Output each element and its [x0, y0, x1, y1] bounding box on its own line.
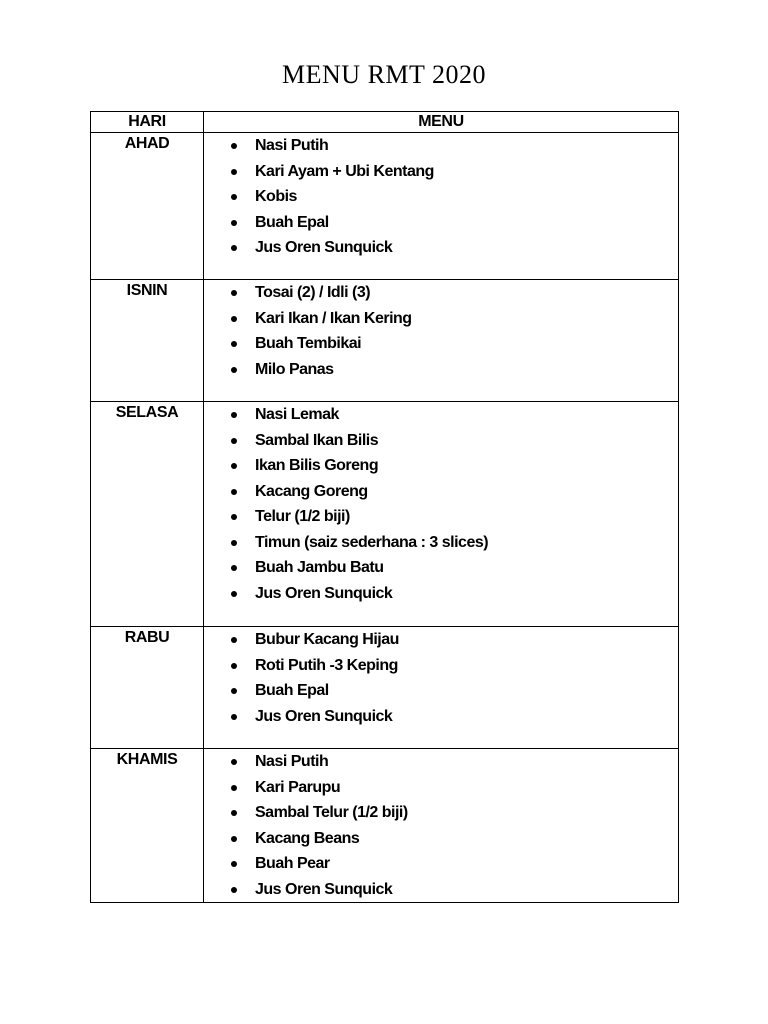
menu-item-list	[204, 133, 678, 261]
bullet-icon	[231, 887, 237, 893]
menu-item	[204, 775, 678, 801]
menu-item	[204, 210, 678, 236]
menu-item-label: Kacang Beans	[255, 829, 360, 847]
bullet-icon	[231, 169, 237, 175]
bullet-icon	[231, 194, 237, 200]
menu-item-label: Jus Oren Sunquick	[255, 880, 393, 898]
bullet-icon	[231, 663, 237, 669]
menu-item	[204, 479, 678, 505]
menu-item	[204, 530, 678, 556]
menu-item-label: Bubur Kacang Hijau	[255, 631, 399, 648]
menu-item-label: Kari Ayam + Ubi Kentang	[255, 162, 434, 180]
table-row-selasa	[91, 402, 679, 627]
menu-item	[204, 235, 678, 261]
menu-item	[204, 555, 678, 581]
menu-item	[204, 581, 678, 607]
bullet-icon	[231, 463, 237, 469]
bullet-icon	[231, 565, 237, 571]
menu-item	[204, 306, 678, 332]
table-header-row	[91, 112, 679, 133]
menu-item-label: Roti Putih -3 Keping	[255, 656, 398, 674]
menu-item-label: Kobis	[255, 188, 297, 205]
menu-item-label: Kari Ikan / Ikan Kering	[255, 309, 412, 327]
menu-item	[204, 184, 678, 210]
menu-cell	[204, 133, 679, 280]
bullet-icon	[231, 438, 237, 444]
day-cell: AHAD	[91, 133, 204, 280]
day-cell: ISNIN	[91, 280, 204, 402]
menu-cell	[204, 627, 679, 749]
menu-item	[204, 704, 678, 730]
bullet-icon	[231, 514, 237, 520]
menu-item-label: Buah Tembikai	[255, 335, 362, 352]
day-cell: SELASA	[91, 402, 204, 627]
menu-item-label: Sambal Telur (1/2 biji)	[255, 804, 408, 821]
bullet-icon	[231, 489, 237, 495]
bullet-icon	[231, 591, 237, 597]
menu-item	[204, 357, 678, 383]
menu-item-label: Ikan Bilis Goreng	[255, 457, 379, 474]
menu-item-label: Buah Epal	[255, 213, 329, 231]
menu-item-label: Buah Epal	[255, 682, 329, 699]
day-cell: KHAMIS	[91, 749, 204, 903]
menu-item-label: Buah Jambu Batu	[255, 559, 384, 576]
column-header-menu: MENU	[204, 112, 679, 133]
menu-item-list	[204, 627, 678, 729]
bullet-icon	[231, 810, 237, 816]
menu-item	[204, 402, 678, 428]
menu-item-list	[204, 402, 678, 606]
table-row-isnin	[91, 280, 679, 402]
table-row-ahad	[91, 133, 679, 280]
menu-item	[204, 877, 678, 903]
menu-item-label: Milo Panas	[255, 360, 334, 378]
menu-item	[204, 331, 678, 357]
bullet-icon	[231, 637, 237, 643]
bullet-icon	[231, 316, 237, 322]
menu-cell	[204, 280, 679, 402]
menu-item-label: Sambal Ikan Bilis	[255, 431, 379, 449]
bullet-icon	[231, 367, 237, 373]
bullet-icon	[231, 245, 237, 251]
menu-item	[204, 678, 678, 704]
menu-item	[204, 800, 678, 826]
menu-item-label: Timun (saiz sederhana : 3 slices)	[255, 533, 489, 551]
bullet-icon	[231, 341, 237, 347]
menu-item-label: Telur (1/2 biji)	[255, 508, 350, 525]
menu-item	[204, 653, 678, 679]
menu-item	[204, 453, 678, 479]
menu-item-label: Nasi Putih	[255, 137, 329, 154]
menu-item	[204, 280, 678, 306]
menu-item-label: Nasi Putih	[255, 753, 329, 770]
bullet-icon	[231, 836, 237, 842]
menu-item	[204, 851, 678, 877]
menu-item-label: Jus Oren Sunquick	[255, 707, 393, 725]
bullet-icon	[231, 290, 237, 296]
bullet-icon	[231, 540, 237, 546]
menu-item	[204, 749, 678, 775]
bullet-icon	[231, 785, 237, 791]
menu-cell	[204, 749, 679, 903]
menu-item-label: Buah Pear	[255, 855, 330, 872]
bullet-icon	[231, 412, 237, 418]
menu-item-list	[204, 749, 678, 902]
menu-item	[204, 504, 678, 530]
column-header-day: HARI	[91, 112, 204, 133]
menu-item-label: Nasi Lemak	[255, 406, 339, 423]
page-title: MENU RMT 2020	[282, 60, 486, 89]
menu-item-label: Jus Oren Sunquick	[255, 584, 393, 602]
menu-item	[204, 826, 678, 852]
bullet-icon	[231, 714, 237, 720]
menu-item-label: Tosai (2) / Idli (3)	[255, 284, 371, 301]
menu-item-label: Kacang Goreng	[255, 482, 368, 500]
menu-item-list	[204, 280, 678, 382]
menu-item	[204, 627, 678, 653]
menu-item-label: Jus Oren Sunquick	[255, 239, 393, 256]
menu-item	[204, 159, 678, 185]
menu-item	[204, 428, 678, 454]
bullet-icon	[231, 143, 237, 149]
menu-item	[204, 133, 678, 159]
menu-cell	[204, 402, 679, 627]
menu-table	[90, 111, 679, 903]
bullet-icon	[231, 861, 237, 867]
table-row-khamis	[91, 749, 679, 903]
bullet-icon	[231, 688, 237, 694]
day-cell: RABU	[91, 627, 204, 749]
menu-item-label: Kari Parupu	[255, 778, 341, 796]
bullet-icon	[231, 759, 237, 765]
table-row-rabu	[91, 627, 679, 749]
bullet-icon	[231, 220, 237, 226]
